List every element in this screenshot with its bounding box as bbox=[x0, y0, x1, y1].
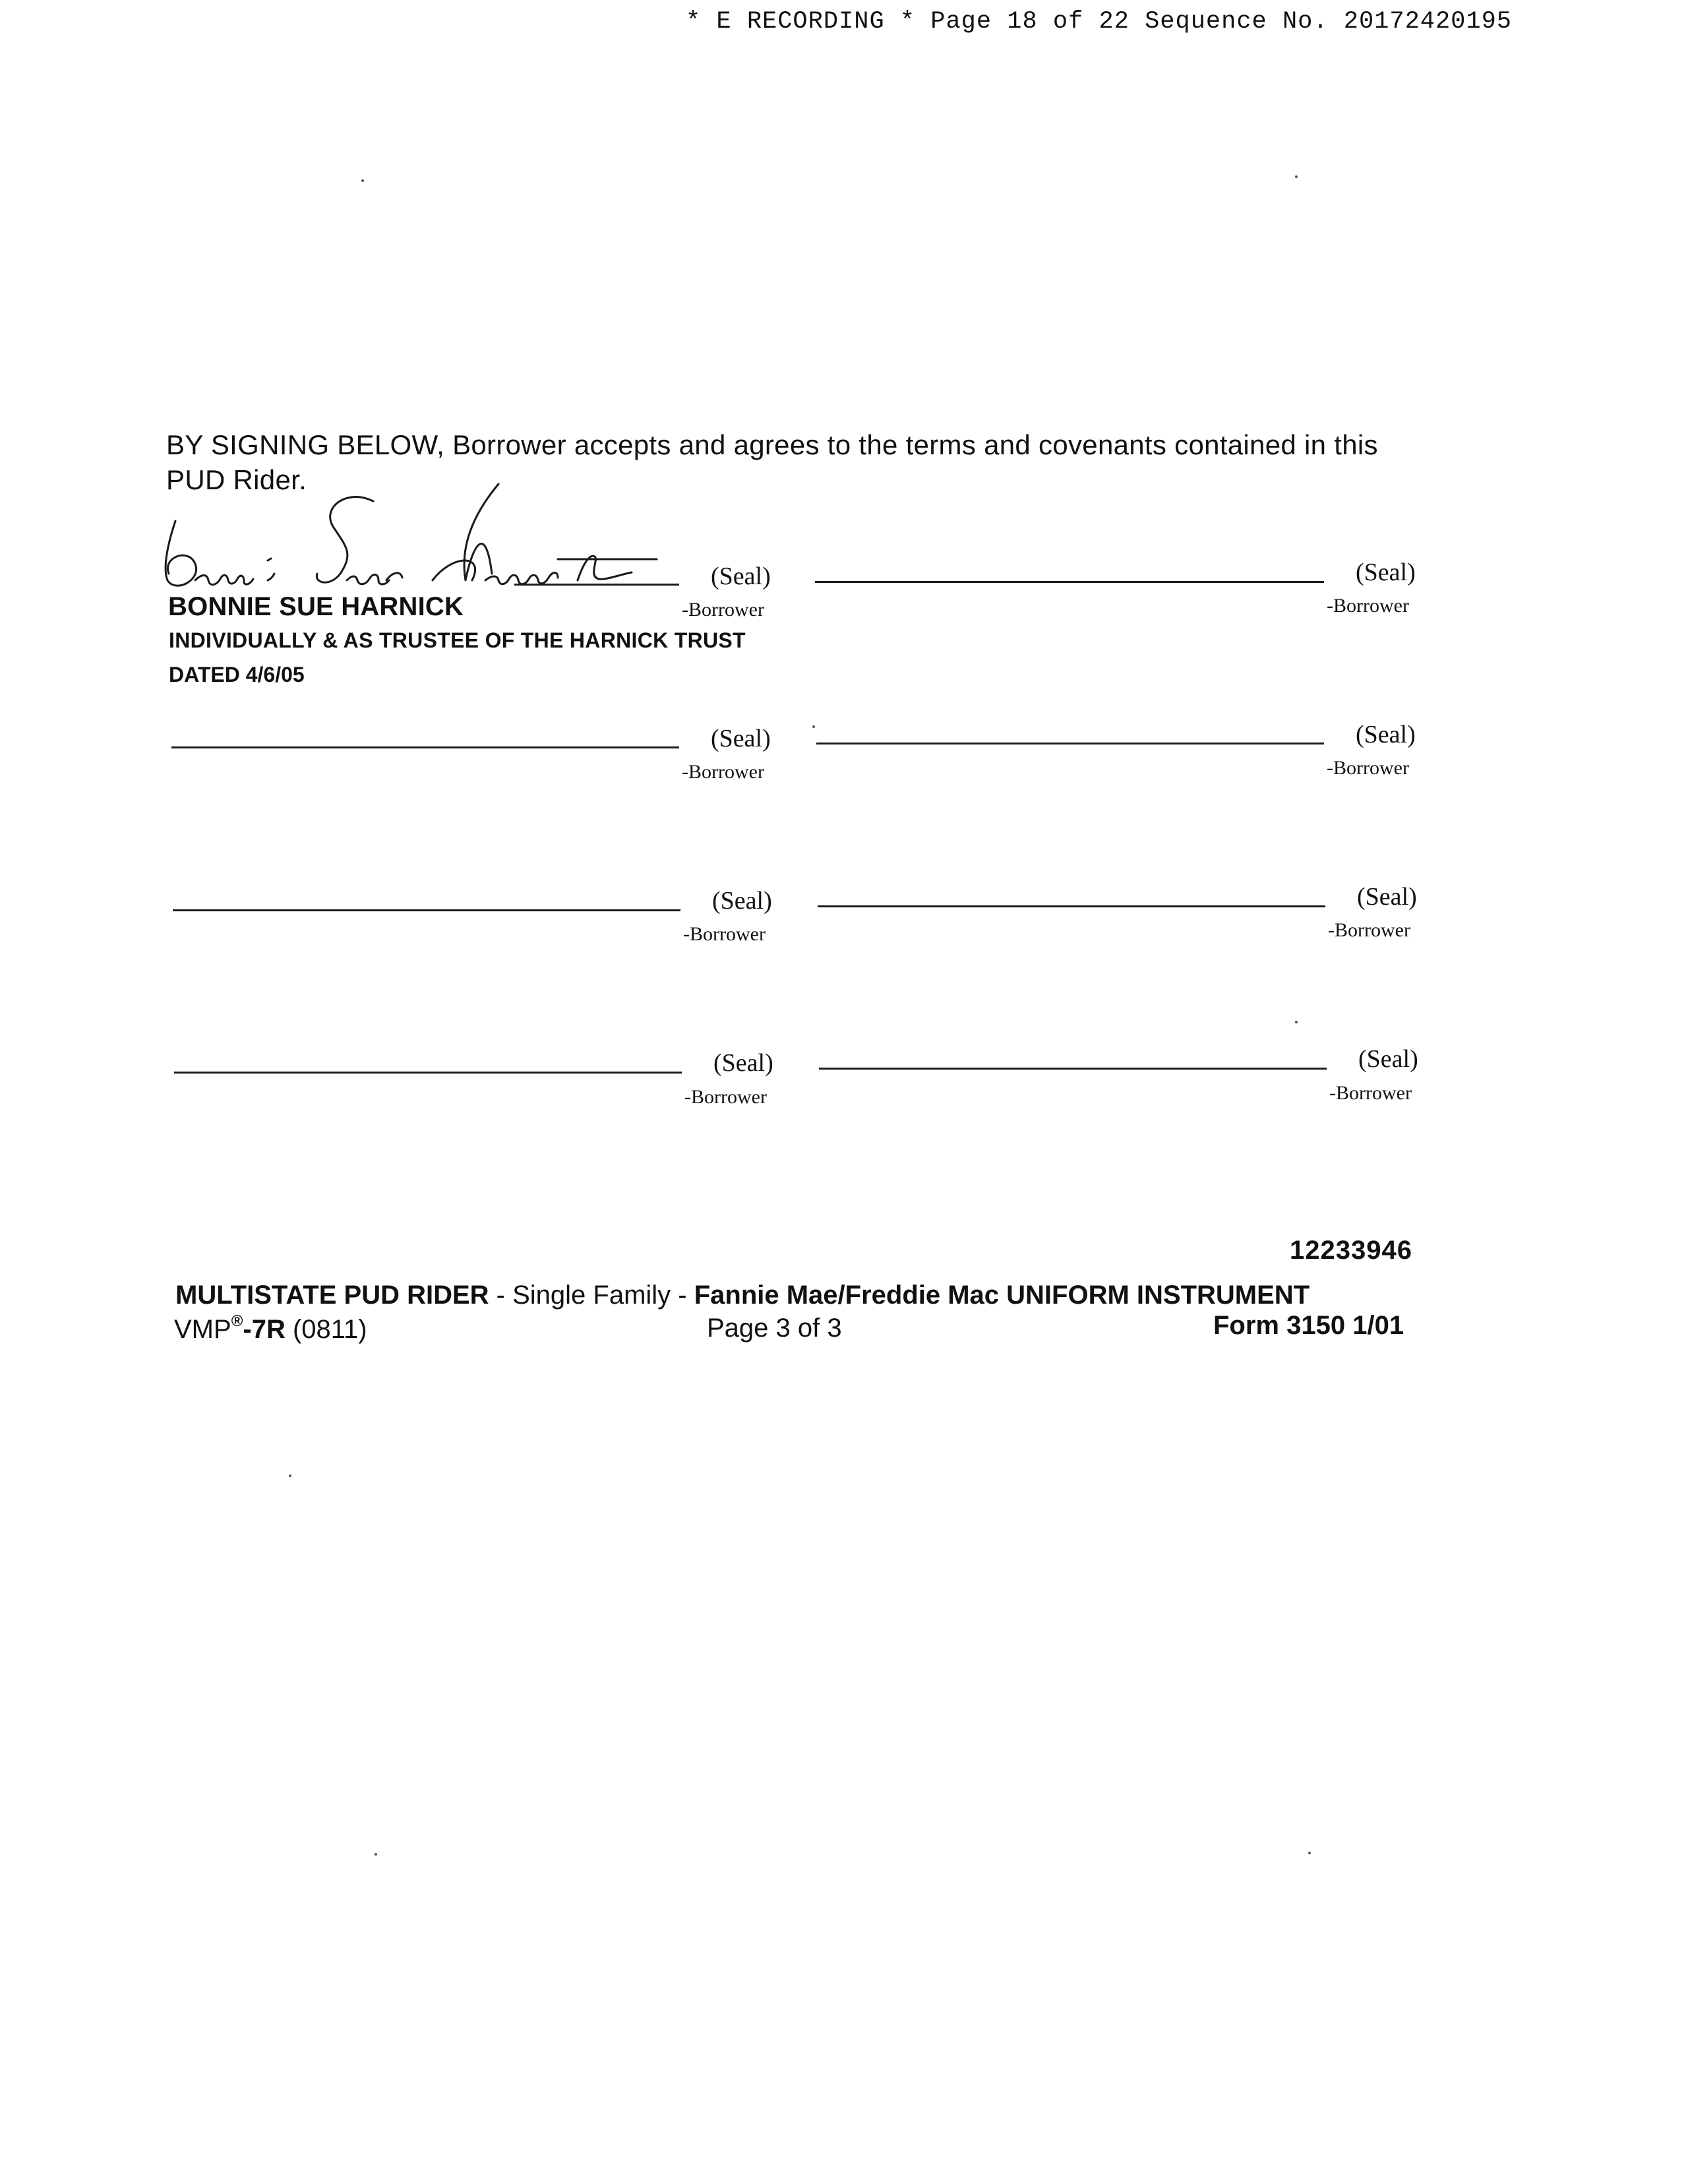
signature-line bbox=[816, 743, 1324, 744]
vmp-version: (0811) bbox=[285, 1315, 367, 1344]
vmp-prefix: VMP bbox=[174, 1315, 231, 1344]
signer-date: DATED 4/6/05 bbox=[169, 663, 305, 686]
form-title: MULTISTATE PUD RIDER bbox=[175, 1281, 489, 1310]
signature-line bbox=[174, 1072, 682, 1074]
scan-speck bbox=[1295, 175, 1298, 178]
borrower-label: -Borrower bbox=[1328, 919, 1410, 941]
signer-capacity: INDIVIDUALLY & AS TRUSTEE OF THE HARNICK TRUST bbox=[169, 628, 746, 652]
seal-label: (Seal) bbox=[713, 1049, 773, 1077]
scan-speck bbox=[289, 1474, 291, 1477]
borrower-label: -Borrower bbox=[1327, 595, 1409, 617]
seal-label: (Seal) bbox=[1357, 883, 1417, 911]
seal-label: (Seal) bbox=[711, 562, 771, 590]
seal-label: (Seal) bbox=[711, 725, 771, 752]
vmp-code bbox=[174, 1312, 367, 1345]
signature-line bbox=[818, 905, 1325, 907]
loan-number: 12233946 bbox=[1290, 1236, 1412, 1265]
borrower-label: -Borrower bbox=[1327, 757, 1409, 779]
scan-speck bbox=[812, 725, 815, 728]
borrower-label: -Borrower bbox=[1329, 1082, 1412, 1104]
agreement-text: BY SIGNING BELOW, Borrower accepts and agrees to the terms and covenants contained in this PUD Rider. bbox=[166, 429, 1378, 495]
recording-header: * E RECORDING * Page 18 of 22 Sequence No. 20172420195 bbox=[686, 8, 1512, 36]
signature-line bbox=[514, 584, 679, 586]
form-footer-line1 bbox=[175, 1281, 1310, 1310]
borrower-label: -Borrower bbox=[683, 923, 766, 945]
borrower-signature bbox=[156, 481, 696, 600]
page-number: Page 3 of 3 bbox=[707, 1314, 842, 1343]
borrower-label: -Borrower bbox=[682, 761, 764, 783]
borrower-label: -Borrower bbox=[684, 1086, 767, 1108]
vmp-form-code: -7R bbox=[243, 1315, 286, 1344]
signature-line bbox=[171, 746, 679, 748]
seal-label: (Seal) bbox=[1356, 721, 1416, 748]
signer-name: BONNIE SUE HARNICK bbox=[168, 592, 464, 621]
vmp-registered-mark: ® bbox=[231, 1312, 243, 1330]
scan-speck bbox=[361, 179, 364, 182]
borrower-label: -Borrower bbox=[682, 599, 764, 621]
scan-speck bbox=[375, 1853, 377, 1856]
signature-line bbox=[173, 909, 680, 911]
form-number: Form 3150 1/01 bbox=[1213, 1311, 1404, 1340]
seal-label: (Seal) bbox=[1358, 1045, 1418, 1073]
seal-label: (Seal) bbox=[712, 887, 772, 915]
signature-line bbox=[819, 1068, 1327, 1070]
signature-line bbox=[815, 581, 1324, 583]
seal-label: (Seal) bbox=[1356, 559, 1416, 586]
form-subtitle: - Single Family - bbox=[489, 1281, 694, 1310]
scan-speck bbox=[1308, 1852, 1311, 1854]
scan-speck bbox=[1295, 1021, 1298, 1023]
form-instrument: Fannie Mae/Freddie Mac UNIFORM INSTRUMENT bbox=[694, 1281, 1310, 1310]
